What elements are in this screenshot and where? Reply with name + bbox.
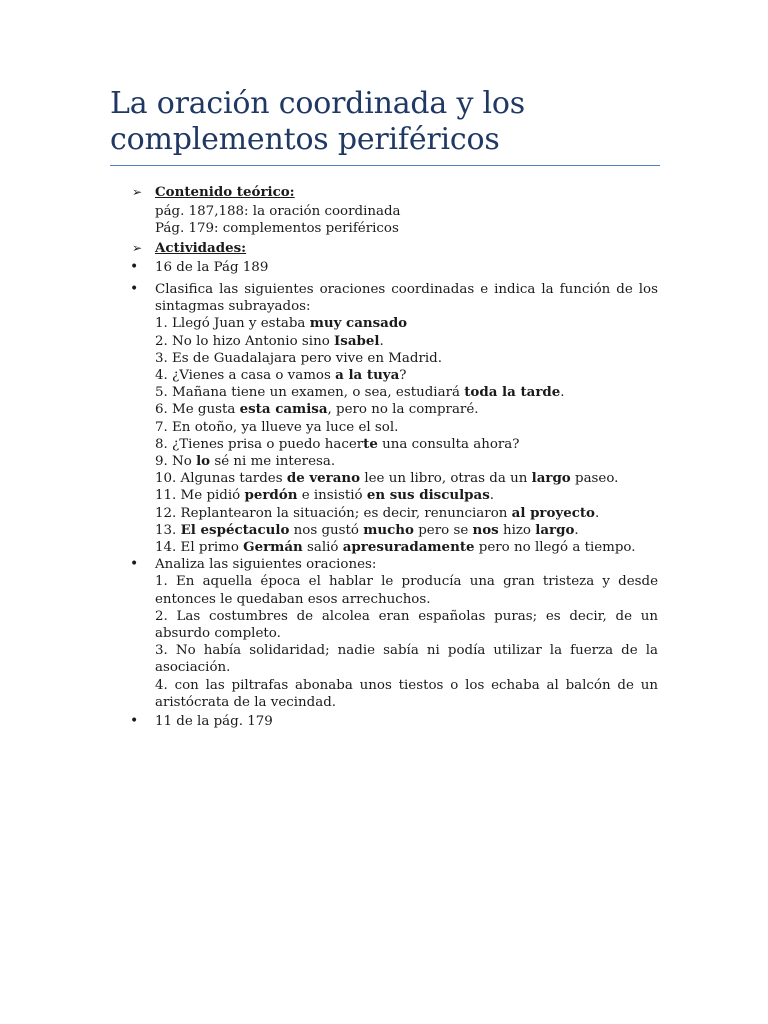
underlined-phrase: largo [531, 470, 571, 487]
underlined-phrase: nos [472, 521, 499, 538]
sentence-text: salió [302, 540, 343, 556]
list-item-text: 16 de la Pág 189 [155, 259, 269, 275]
sentence-text: 12. Replantearon la situación; es decir, renunciaron [155, 505, 512, 521]
sentence-text: 1. Llegó Juan y estaba [155, 316, 310, 332]
underlined-phrase: Isabel [334, 332, 380, 349]
sentence-text: lee un libro, otras da un [360, 471, 532, 487]
sentence-text: 2. No lo hizo Antonio sino [155, 333, 335, 349]
list-item-analiza [110, 556, 658, 711]
section-contenido-teorico [110, 184, 658, 238]
underlined-phrase: toda la tarde [464, 384, 561, 401]
underlined-phrase: de verano [286, 470, 361, 487]
sentence-text: 8. ¿Tienes prisa o puedo hacer [155, 436, 364, 452]
underlined-phrase: El espéctaculo [180, 521, 290, 538]
coordinated-sentence [155, 401, 658, 418]
sentence-text: sé ni me interesa. [210, 454, 336, 470]
section-heading: Contenido teórico: [155, 184, 295, 200]
underlined-phrase: te [363, 435, 378, 452]
underlined-phrase: a la tuya [335, 367, 400, 384]
underlined-phrase: esta camisa [239, 401, 328, 418]
list-item-intro: Analiza las siguientes oraciones: [155, 557, 377, 573]
sentence-text: 4. ¿Vienes a casa o vamos [155, 368, 336, 384]
arrow-bullet-icon: ➢ [132, 240, 143, 255]
sentence-text: . [595, 505, 600, 521]
coordinated-sentence [155, 487, 658, 504]
analysis-sentence: 1. En aquella época el hablar le producía una gran tristeza y desde entonces le quedaban esos arrechuchos. [155, 574, 658, 607]
reference-line: pág. 187,188: la oración coordinada [155, 204, 401, 220]
sentence-text: 9. No [155, 454, 197, 470]
title-underline [110, 165, 660, 166]
analysis-sentence: 2. Las costumbres de alcolea eran españolas puras; es decir, de un absurdo completo. [155, 608, 658, 642]
underlined-phrase: largo [535, 521, 575, 538]
sentence-text: . [574, 522, 579, 538]
list-item-exercise-11 [110, 713, 658, 730]
coordinated-sentence [155, 436, 658, 453]
coordinated-sentence [155, 522, 658, 539]
analysis-sentence: 4. con las piltrafas abonaba unos tiestos o los echaba al balcón de un aristócrata de la vecindad. [155, 677, 658, 710]
underlined-phrase: lo [196, 453, 211, 470]
underlined-phrase: muy cansado [309, 315, 408, 332]
underlined-phrase: en sus disculpas [366, 487, 490, 504]
sentence-text: . [560, 385, 565, 401]
sentence-text: 5. Mañana tiene un examen, o sea, estudiará [155, 385, 465, 401]
coordinated-sentence [155, 419, 658, 436]
bullet-icon: • [130, 281, 139, 298]
arrow-bullet-icon: ➢ [132, 185, 143, 199]
list-item-text: 11 de la pág. 179 [155, 714, 273, 730]
reference-line: Pág. 179: complementos periféricos [155, 221, 399, 237]
list-item-intro: Clasifica las siguientes oraciones coordinadas e indica la función de los sintagmas subrayados: [155, 282, 658, 315]
sentence-text: 11. Me pidió [155, 488, 245, 504]
sentence-text: 7. En otoño, ya llueve ya luce el sol. [155, 419, 399, 435]
underlined-phrase: mucho [363, 521, 414, 538]
sentence-list [155, 315, 658, 556]
sentence-text: 14. El primo [155, 540, 244, 556]
sentence-text: 6. Me gusta [155, 402, 240, 418]
coordinated-sentence [155, 315, 658, 332]
sentence-text: pero se [413, 522, 473, 538]
document-body [110, 184, 658, 730]
sentence-text: ? [399, 368, 407, 384]
list-item-clasifica [110, 281, 658, 556]
coordinated-sentence [155, 505, 658, 522]
underlined-phrase: al proyecto [511, 504, 595, 521]
coordinated-sentence [155, 367, 658, 384]
section-heading: Actividades: [155, 239, 247, 256]
bullet-icon: • [130, 556, 139, 573]
sentence-text: una consulta ahora? [377, 436, 520, 452]
underlined-phrase: Germán [243, 539, 303, 556]
bullet-icon: • [130, 258, 139, 275]
sentence-text: 3. Es de Guadalajara pero vive en Madrid. [155, 350, 442, 366]
coordinated-sentence [155, 350, 658, 367]
sentence-text: e insistió [297, 488, 367, 504]
sentence-text: 10. Algunas tardes [155, 471, 287, 487]
sentence-text: . [489, 488, 495, 504]
sentence-text: pero no llegó a tiempo. [474, 540, 636, 556]
sentence-text: , pero no la compraré. [327, 402, 479, 418]
analysis-sentence: 3. No había solidaridad; nadie sabía ni podía utilizar la fuerza de la asociación. [155, 643, 658, 676]
underlined-phrase: apresuradamente [342, 539, 475, 556]
sentence-text: paseo. [570, 471, 619, 487]
document-title: La oración coordinada y los complementos periféricos [110, 86, 525, 157]
section-actividades [110, 240, 658, 257]
sentence-text: . [379, 333, 384, 349]
sentence-text: 13. [155, 522, 181, 538]
sentence-text: hizo [498, 522, 536, 538]
coordinated-sentence [155, 453, 658, 470]
underlined-phrase: perdón [244, 487, 298, 504]
coordinated-sentence [155, 470, 658, 487]
coordinated-sentence [155, 384, 658, 401]
sentence-text: nos gustó [289, 522, 364, 538]
list-item-exercise-16 [110, 259, 658, 276]
coordinated-sentence [155, 539, 658, 556]
bullet-icon: • [130, 713, 139, 730]
coordinated-sentence [155, 333, 658, 350]
